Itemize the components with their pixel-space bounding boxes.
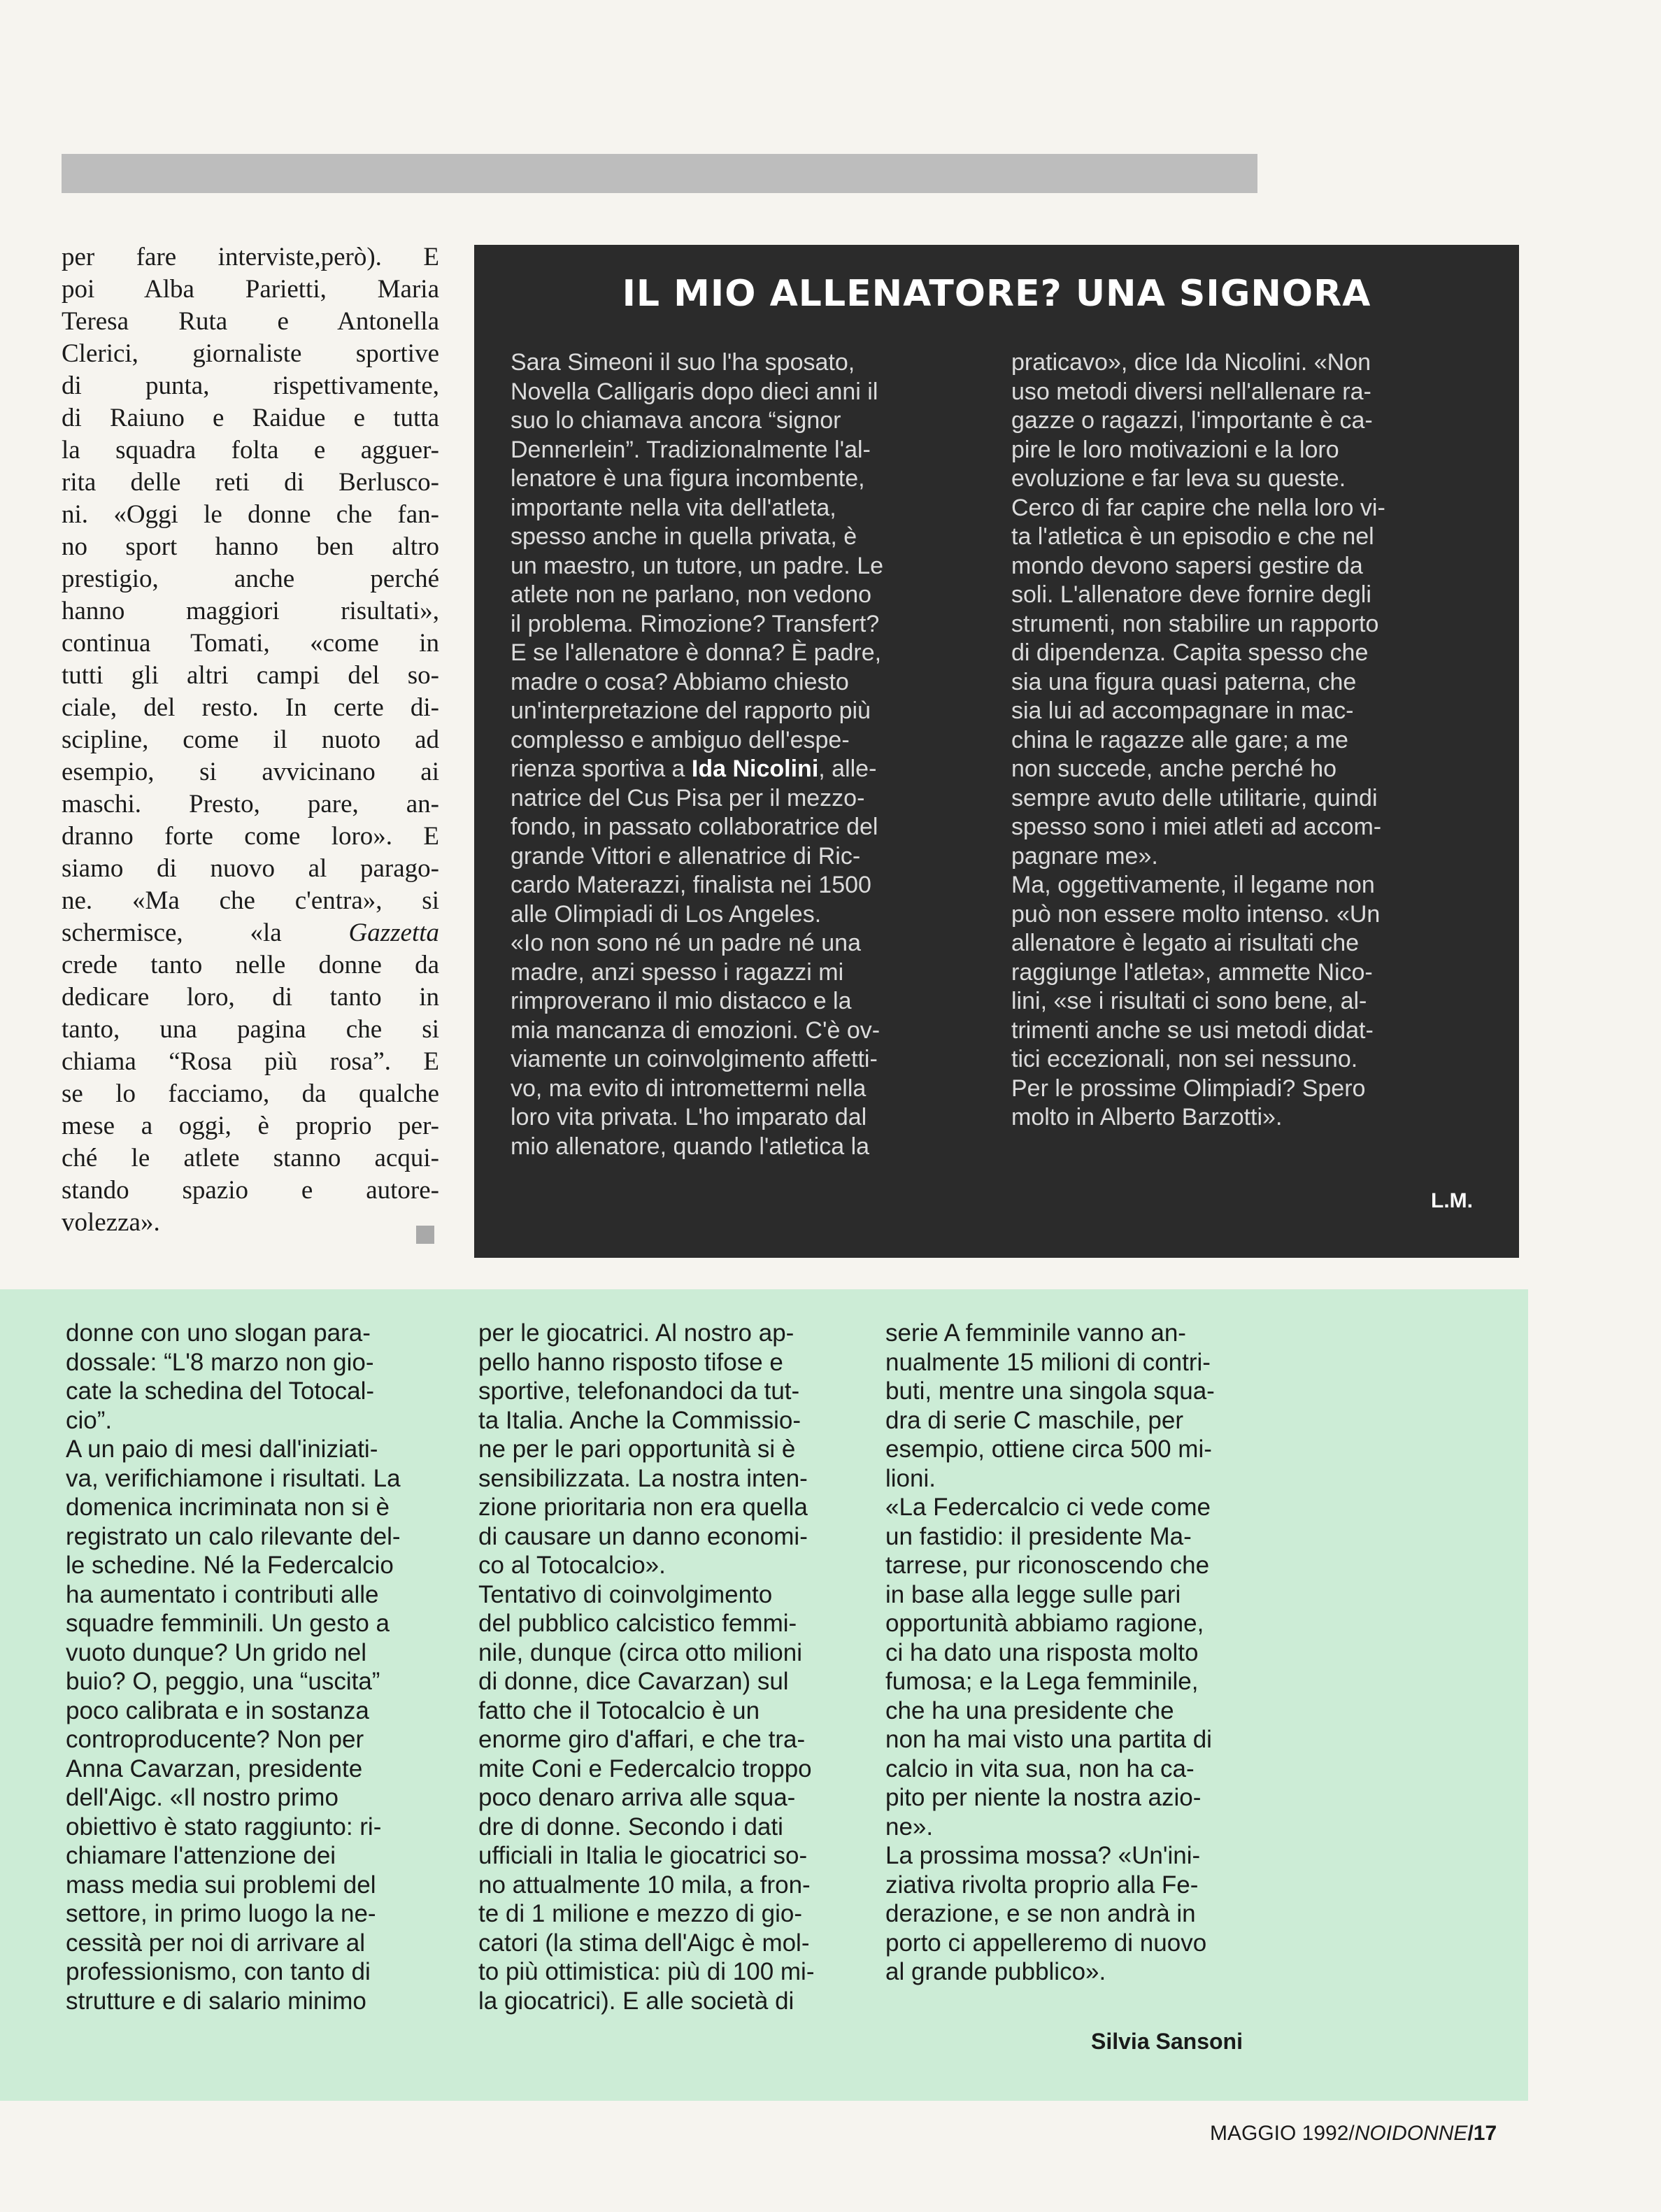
text-line: continua Tomati, «come in (62, 629, 439, 658)
text-line: sportive, telefonandoci da tut- (478, 1377, 800, 1405)
sidebar-box (474, 245, 1519, 1258)
text-line: atlete non ne parlano, non vedono (511, 581, 872, 608)
text-line: in base alla legge sulle pari (885, 1580, 1181, 1608)
text-line: obiettivo è stato raggiunto: ri- (66, 1813, 382, 1841)
text-line: esempio, ottiene circa 500 mi- (885, 1435, 1212, 1463)
text-line: tutti gli altri campi del so- (62, 661, 439, 690)
text-line: un'interpretazione del rapporto più (511, 697, 871, 724)
text-line: buio? O, peggio, una “uscita” (66, 1668, 380, 1695)
header-bar (62, 154, 1257, 193)
text-line: allenatore è legato ai risultati che (1011, 930, 1360, 956)
text-line: di donne, dice Cavarzan) sul (478, 1668, 789, 1695)
text-line: pire le loro motivazioni e la loro (1011, 436, 1339, 463)
text-line: mio allenatore, quando l'atletica la (511, 1133, 870, 1160)
text-line: serie A femminile vanno an- (885, 1319, 1186, 1347)
text-line: Teresa Ruta e Antonella (62, 307, 439, 336)
text-line: del pubblico calcistico femmi- (478, 1610, 797, 1637)
text-line: A un paio di mesi dall'iniziati- (66, 1435, 378, 1463)
text-line: Ma, oggettivamente, il legame non (1011, 872, 1375, 898)
text-line: zione prioritaria non era quella (478, 1494, 808, 1521)
interviewee-name: Ida Nicolini (691, 756, 819, 782)
text-line: sempre avuto delle utilitarie, quindi (1011, 784, 1378, 811)
text-line: cio”. (66, 1406, 113, 1434)
text-line: sensibilizzata. La nostra inten- (478, 1464, 808, 1492)
text-line: nile, dunque (circa otto milioni (478, 1638, 803, 1666)
text-line: per fare interviste,però). E (62, 243, 439, 271)
text-line: esempio, si avvicinano ai (62, 758, 439, 786)
text-line: ciale, del resto. In certe di- (62, 693, 439, 722)
text-line: Novella Calligaris dopo dieci anni il (511, 378, 878, 405)
footer-date: MAGGIO 1992/ (1210, 2122, 1355, 2145)
text-line: ne». (885, 1813, 934, 1841)
text-line: scipline, come il nuoto ad (62, 725, 439, 754)
text-line: alle Olimpiadi di Los Angeles. (511, 900, 822, 928)
text-line: donne con uno slogan para- (66, 1319, 371, 1347)
text-line: chiama “Rosa più rosa”. E (62, 1047, 439, 1076)
text-line: fatto che il Totocalcio è un (478, 1696, 760, 1724)
text-line: domenica incriminata non si è (66, 1494, 390, 1521)
text-line: calcio in vita sua, non ha ca- (885, 1754, 1195, 1782)
text-line: Cerco di far capire che nella loro vi- (1011, 494, 1385, 521)
text-line: ziativa rivolta proprio alla Fe- (885, 1871, 1199, 1899)
text-line: squadre femminili. Un gesto a (66, 1610, 390, 1637)
footer-page-number: /17 (1467, 2122, 1497, 2145)
text-line: siamo di nuovo al parago- (62, 854, 439, 883)
text-line: trimenti anche se usi metodi didat- (1011, 1016, 1374, 1044)
sidebar-right-column (1011, 348, 1484, 1133)
text-line: sia una figura quasi paterna, che (1011, 668, 1357, 695)
text-line: Anna Cavarzan, presidente (66, 1754, 363, 1782)
text-line: pito per niente la nostra azio- (885, 1784, 1202, 1811)
text-line: dre di donne. Secondo i dati (478, 1813, 783, 1841)
text-line: schermisce, «la Gazzetta (62, 919, 439, 947)
text-line: il problema. Rimozione? Transfert? (511, 610, 880, 637)
text-line: nualmente 15 milioni di contri- (885, 1348, 1211, 1376)
text-line: praticavo», dice Ida Nicolini. «Non (1011, 349, 1371, 376)
text-line: al grande pubblico». (885, 1958, 1106, 1985)
text-line: lioni. (885, 1464, 936, 1492)
text-line: dossale: “L'8 marzo non gio- (66, 1348, 374, 1376)
text-line: dra di serie C maschile, per (885, 1406, 1183, 1434)
text-line: raggiunge l'atleta», ammette Nico- (1011, 958, 1373, 986)
text-line: pagnare me». (1011, 842, 1158, 870)
sidebar-title: IL MIO ALLENATORE? UNA SIGNORA (622, 273, 1371, 315)
text-line: co al Totocalcio». (478, 1552, 666, 1579)
text-line: ne per le pari opportunità si è (478, 1435, 796, 1463)
text-line: natrice del Cus Pisa per il mezzo- (511, 784, 865, 811)
text-line: madre o cosa? Abbiamo chiesto (511, 668, 849, 695)
text-line: rita delle reti di Berlusco- (62, 468, 439, 497)
green-column-2 (478, 1319, 862, 2015)
text-line: ta l'atletica è un episodio e che nel (1011, 523, 1374, 550)
text-line: non succede, anche perché ho (1011, 756, 1337, 782)
text-line: mese a oggi, è proprio per- (62, 1112, 439, 1140)
text-line: rimproverano il mio distacco e la (511, 988, 852, 1014)
text-line: maschi. Presto, pare, an- (62, 790, 439, 818)
text-line: lini, «se i risultati ci sono bene, al- (1011, 988, 1367, 1014)
text-line: soli. L'allenatore deve fornire degli (1011, 581, 1371, 608)
text-line: complesso e ambiguo dell'espe- (511, 726, 850, 753)
text-line: va, verifichiamone i risultati. La (66, 1464, 401, 1492)
left-article-column (62, 241, 439, 1239)
text-line: mia mancanza di emozioni. C'è ov- (511, 1016, 881, 1044)
text-line: loro vita privata. L'ho imparato dal (511, 1104, 867, 1130)
text-line: tanto, una pagina che si (62, 1015, 439, 1044)
text-line: poco denaro arriva alle squa- (478, 1784, 796, 1811)
text-line: cessità per noi di arrivare al (66, 1929, 365, 1957)
text-line: per le giocatrici. Al nostro ap- (478, 1319, 794, 1347)
text-line: mass media sui problemi del (66, 1871, 376, 1899)
text-line: la squadra folta e agguer- (62, 436, 439, 465)
footer-publication: NOIDONNE (1354, 2122, 1468, 2145)
text-line: hanno maggiori risultati», (62, 597, 439, 625)
text-line: evoluzione e far leva su queste. (1011, 465, 1346, 492)
text-line: prestigio, anche perché (62, 565, 439, 593)
text-line: poco calibrata e in sostanza (66, 1696, 369, 1724)
text-line: stando spazio e autore- (62, 1176, 439, 1205)
text-line: dell'Aigc. «Il nostro primo (66, 1784, 338, 1811)
text-line: spesso anche in quella privata, è (511, 523, 857, 550)
text-line: buti, mentre una singola squa- (885, 1377, 1215, 1405)
text-line: sia lui ad accompagnare in mac- (1011, 697, 1354, 724)
green-article-signature: Silvia Sansoni (1091, 2029, 1243, 2054)
text-line: di punta, rispettivamente, (62, 371, 439, 400)
text-line: derazione, e se non andrà in (885, 1900, 1196, 1927)
text-line: uso metodi diversi nell'allenare ra- (1011, 378, 1371, 405)
text-line: Per le prossime Olimpiadi? Spero (1011, 1075, 1366, 1102)
green-column-3 (885, 1319, 1269, 1987)
sidebar-signature: L.M. (1431, 1189, 1473, 1212)
text-line: suo lo chiamava ancora “signor (511, 407, 841, 434)
text-line: porto ci appelleremo di nuovo (885, 1929, 1207, 1957)
text-line: «La Federcalcio ci vede come (885, 1494, 1211, 1521)
text-line: no sport hanno ben altro (62, 532, 439, 561)
text-line: vo, ma evito di intromettermi nella (511, 1075, 867, 1102)
text-line: ha aumentato i contributi alle (66, 1580, 379, 1608)
sidebar-left-column (511, 348, 983, 1161)
text-line: no attualmente 10 mila, a fron- (478, 1871, 811, 1899)
article-end-mark (416, 1226, 434, 1244)
text-line: può non essere molto intenso. «Un (1011, 900, 1381, 928)
text-line: catori (la stima dell'Aigc è mol- (478, 1929, 810, 1957)
text-line: ché le atlete stanno acqui- (62, 1144, 439, 1172)
text-line: ni. «Oggi le donne che fan- (62, 500, 439, 529)
text-line: tici eccezionali, non sei nessuno. (1011, 1046, 1358, 1072)
text-line: E se l'allenatore è donna? È padre, (511, 639, 882, 666)
text-line: viamente un coinvolgimento affetti- (511, 1046, 878, 1072)
text-line: ne. «Ma che c'entra», si (62, 886, 439, 915)
text-line: gazze o ragazzi, l'importante è ca- (1011, 407, 1373, 434)
text-line: volezza». (62, 1208, 160, 1237)
text-line: molto in Alberto Barzotti». (1011, 1104, 1283, 1130)
text-line: opportunità abbiamo ragione, (885, 1610, 1204, 1637)
text-line: controproducente? Non per (66, 1726, 364, 1753)
text-line: to più ottimistica: più di 100 mi- (478, 1958, 815, 1985)
text-line: ci ha dato una risposta molto (885, 1638, 1199, 1666)
text-line: non ha mai visto una partita di (885, 1726, 1212, 1753)
text-line: vuoto dunque? Un grido nel (66, 1638, 367, 1666)
text-line: cate la schedina del Totocal- (66, 1377, 375, 1405)
text-line: le schedine. Né la Federcalcio (66, 1552, 394, 1579)
text-line: Clerici, giornaliste sportive (62, 339, 439, 368)
text-line: strumenti, non stabilire un rapporto (1011, 610, 1379, 637)
text-line: fondo, in passato collaboratrice del (511, 814, 878, 840)
text-line: settore, in primo luogo la ne- (66, 1900, 376, 1927)
text-line: ta Italia. Anche la Commissio- (478, 1406, 801, 1434)
text-line: registrato un calo rilevante del- (66, 1522, 401, 1550)
text-line: tarrese, pur riconoscendo che (885, 1552, 1210, 1579)
text-line: china le ragazze alle gare; a me (1011, 726, 1348, 753)
green-column-1 (66, 1319, 449, 2015)
text-line: poi Alba Parietti, Maria (62, 275, 439, 304)
text-line: spesso sono i miei atleti ad accom- (1011, 814, 1382, 840)
text-fragment: , alle- (818, 756, 877, 782)
text-fragment: rienza sportiva a (511, 756, 692, 782)
text-line: «Io non sono né un padre né una (511, 930, 861, 956)
text-line: professionismo, con tanto di (66, 1958, 371, 1985)
text-line: mite Coni e Federcalcio troppo (478, 1754, 812, 1782)
text-line: dranno forte come loro». E (62, 822, 439, 851)
text-line: Dennerlein”. Tradizionalmente l'al- (511, 436, 871, 463)
text-line: un maestro, un tutore, un padre. Le (511, 552, 884, 579)
text-line: lenatore è una figura incombente, (511, 465, 865, 492)
text-line: La prossima mossa? «Un'ini- (885, 1842, 1201, 1869)
text-line: che ha una presidente che (885, 1696, 1174, 1724)
text-line: di dipendenza. Capita spesso che (1011, 639, 1369, 666)
text-line: Tentativo di coinvolgimento (478, 1580, 773, 1608)
text-line: un fastidio: il presidente Ma- (885, 1522, 1192, 1550)
text-line: ufficiali in Italia le giocatrici so- (478, 1842, 808, 1869)
text-line: mondo devono sapersi gestire da (1011, 552, 1363, 579)
text-line: di causare un danno economi- (478, 1522, 808, 1550)
text-line: Sara Simeoni il suo l'ha sposato, (511, 349, 855, 376)
text-line: di Raiuno e Raidue e tutta (62, 404, 439, 432)
text-line: enorme giro d'affari, e che tra- (478, 1726, 806, 1753)
text-line: fumosa; e la Lega femminile, (885, 1668, 1199, 1695)
text-line: importante nella vita dell'atleta, (511, 494, 836, 521)
text-line: se lo facciamo, da qualche (62, 1079, 439, 1108)
text-line: dedicare loro, di tanto in (62, 983, 439, 1012)
text-line: chiamare l'attenzione dei (66, 1842, 336, 1869)
text-line: madre, anzi spesso i ragazzi mi (511, 958, 844, 986)
text-line (511, 755, 983, 784)
text-line: la giocatrici). E alle società di (478, 1987, 794, 2015)
text-line: crede tanto nelle donne da (62, 951, 439, 979)
page-footer (1210, 2122, 1497, 2146)
text-line: te di 1 milione e mezzo di gio- (478, 1900, 802, 1927)
text-line: strutture e di salario minimo (66, 1987, 366, 2015)
text-line: cardo Materazzi, finalista nei 1500 (511, 872, 871, 898)
text-line: grande Vittori e allenatrice di Ric- (511, 842, 861, 870)
text-line: pello hanno risposto tifose e (478, 1348, 783, 1376)
